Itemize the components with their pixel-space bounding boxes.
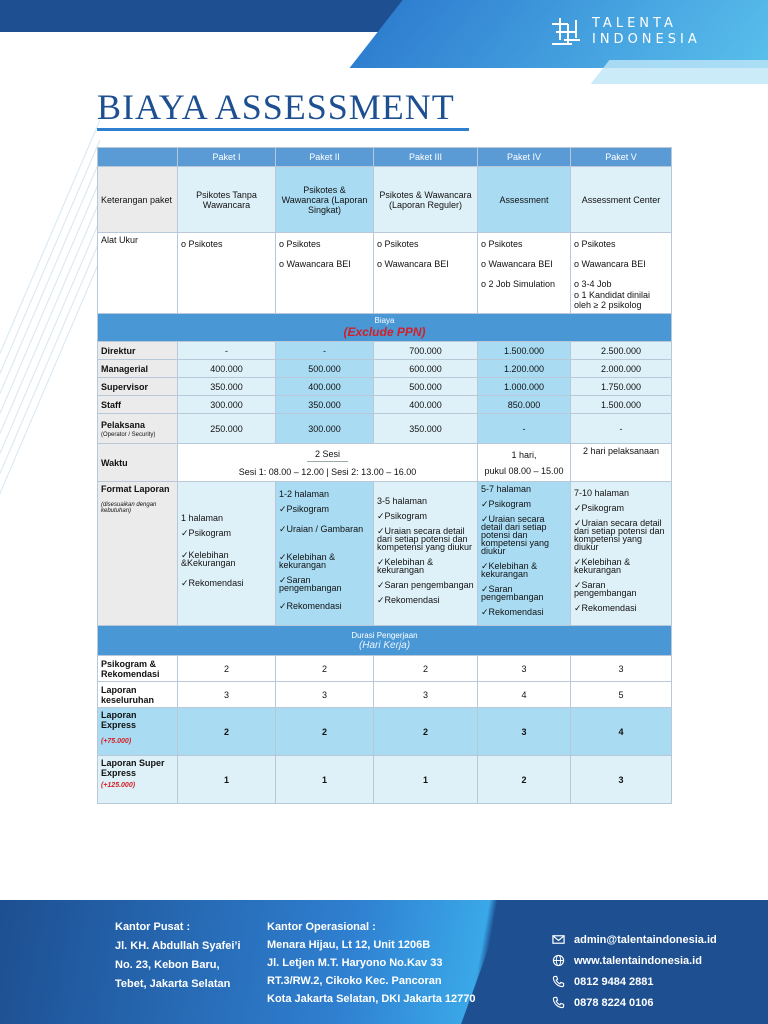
format-item: ✓Kelebihan & kekurangan <box>377 556 434 575</box>
biaya-row-staff <box>98 396 672 414</box>
alat-item: o Wawancara BEI <box>377 259 449 269</box>
format-item: ✓Kelebihan & kekurangan <box>481 560 538 579</box>
format-item: ✓Rekomendasi <box>377 594 440 605</box>
assessment-fee-table <box>97 147 672 804</box>
biaya-cell: 600.000 <box>374 360 478 378</box>
format-item: ✓Kelebihan & kekurangan <box>279 552 336 570</box>
biaya-label: Direktur <box>98 342 178 360</box>
biaya-section-row <box>98 314 672 342</box>
contact-web[interactable] <box>552 950 717 971</box>
format-item: ✓Uraian secara detail dari setiap potensi dan kompetensi yang diukur <box>377 525 473 552</box>
talenta-logo-icon <box>548 14 584 50</box>
waktu-row <box>98 444 672 482</box>
globe-icon <box>552 954 565 967</box>
biaya-cell: 250.000 <box>178 414 276 444</box>
biaya-cell: 300.000 <box>276 414 374 444</box>
durasi-title: Durasi Pengerjaan <box>351 630 418 640</box>
biaya-cell: 1.500.000 <box>571 396 672 414</box>
biaya-cell: - <box>276 342 374 360</box>
biaya-note: (Operator / Security) <box>101 431 156 438</box>
format-label-cell <box>98 482 178 626</box>
waktu-p1-p3 <box>178 444 478 482</box>
format-item: ✓Saran pengembangan <box>481 583 544 602</box>
alat-ukur-p4 <box>478 233 571 314</box>
alat-item: o Wawancara BEI <box>279 259 351 269</box>
durasi-cell: 3 <box>276 682 374 708</box>
biaya-cell: 400.000 <box>374 396 478 414</box>
format-item: ✓Rekomendasi <box>279 601 342 611</box>
biaya-cell: 350.000 <box>276 396 374 414</box>
email-icon <box>552 933 565 946</box>
kantor-operasional <box>267 918 476 1008</box>
phone-icon <box>552 996 565 1009</box>
biaya-label-pelaksana <box>98 414 178 444</box>
durasi-label-super-express <box>98 756 178 804</box>
format-p4 <box>478 482 571 626</box>
biaya-title: Biaya <box>374 316 395 325</box>
biaya-cell: - <box>178 342 276 360</box>
waktu-p4-top: 1 hari, <box>511 449 537 460</box>
kantor-operasional-line: Menara Hijau, Lt 12, Unit 1206B <box>267 939 431 951</box>
contact-email[interactable] <box>552 929 717 950</box>
durasi-label: Laporan keseluruhan <box>98 682 178 708</box>
package-header-empty <box>98 148 178 167</box>
format-item: ✓Psikogram <box>377 510 428 521</box>
durasi-cell: 3 <box>571 656 672 682</box>
biaya-cell: 400.000 <box>178 360 276 378</box>
durasi-label: Psikogram & Rekomendasi <box>98 656 178 682</box>
format-item: ✓Saran pengembangan <box>574 579 637 598</box>
format-item: ✓Psikogram <box>481 498 532 509</box>
durasi-cell: 3 <box>478 708 571 756</box>
durasi-row-keseluruhan <box>98 682 672 708</box>
email-text: admin@talentaindonesia.id <box>574 933 717 946</box>
format-item: 1-2 halaman <box>279 489 330 499</box>
format-item: ✓Kelebihan &Kekurangan <box>181 549 236 568</box>
kantor-operasional-line: RT.3/RW.2, Cikoko Kec. Pancoran <box>267 975 442 987</box>
waktu-sesi-count: 2 Sesi <box>307 449 348 462</box>
durasi-cell: 5 <box>571 682 672 708</box>
package-header-5: Paket V <box>571 148 672 167</box>
durasi-label: Laporan Express <box>101 710 137 730</box>
format-label: Format Laporan <box>101 484 170 494</box>
alat-item: o Psikotes <box>279 239 321 249</box>
biaya-cell: 350.000 <box>374 414 478 444</box>
alat-item: o Psikotes <box>574 239 616 249</box>
durasi-cell: 2 <box>276 708 374 756</box>
biaya-cell: 850.000 <box>478 396 571 414</box>
biaya-label: Pelaksana <box>101 419 146 430</box>
keterangan-row <box>98 167 672 233</box>
package-header-3: Paket III <box>374 148 478 167</box>
format-item: 1 halaman <box>181 512 224 523</box>
biaya-cell: 2.000.000 <box>571 360 672 378</box>
phone-1-text: 0812 9484 2881 <box>574 975 654 988</box>
kantor-pusat-line: Tebet, Jakarta Selatan <box>115 978 231 990</box>
waktu-p4 <box>478 444 571 482</box>
durasi-cell: 2 <box>178 656 276 682</box>
format-item: ✓Rekomendasi <box>574 602 637 613</box>
format-item: ✓Psikogram <box>279 504 330 514</box>
brand-logo <box>548 12 758 52</box>
format-p3 <box>374 482 478 626</box>
page-title: BIAYA ASSESSMENT <box>97 87 455 127</box>
format-note: (disesuaikan dengan kebutuhan) <box>101 502 157 514</box>
package-header-1: Paket I <box>178 148 276 167</box>
durasi-row-super-express <box>98 756 672 804</box>
keterangan-p5: Assessment Center <box>571 167 672 233</box>
package-header-row <box>98 148 672 167</box>
format-item: ✓Uraian / Gambaran <box>279 524 364 534</box>
title-underline <box>97 128 469 131</box>
durasi-cell: 3 <box>374 682 478 708</box>
durasi-cell: 3 <box>571 756 672 804</box>
alat-ukur-p2 <box>276 233 374 314</box>
durasi-row-express <box>98 708 672 756</box>
keterangan-p2: Psikotes & Wawancara (Laporan Singkat) <box>276 167 374 233</box>
waktu-sesi-detail: Sesi 1: 08.00 – 12.00 | Sesi 2: 13.00 – 16.00 <box>238 466 417 477</box>
durasi-cell: 3 <box>478 656 571 682</box>
kantor-pusat <box>115 918 241 994</box>
durasi-label-express <box>98 708 178 756</box>
biaya-row-managerial <box>98 360 672 378</box>
contact-list <box>552 929 717 1013</box>
keterangan-p1: Psikotes Tanpa Wawancara <box>178 167 276 233</box>
durasi-cell: 2 <box>276 656 374 682</box>
kantor-pusat-title: Kantor Pusat : <box>115 921 191 933</box>
durasi-section-header <box>98 626 672 656</box>
biaya-cell: 500.000 <box>374 378 478 396</box>
biaya-row-supervisor <box>98 378 672 396</box>
biaya-cell: 700.000 <box>374 342 478 360</box>
package-header-4: Paket IV <box>478 148 571 167</box>
biaya-cell: 1.500.000 <box>478 342 571 360</box>
durasi-cell: 2 <box>374 708 478 756</box>
format-p1 <box>178 482 276 626</box>
keterangan-p4: Assessment <box>478 167 571 233</box>
format-item: ✓Psikogram <box>574 502 625 513</box>
biaya-cell: 400.000 <box>276 378 374 396</box>
durasi-cell: 2 <box>478 756 571 804</box>
format-item: ✓Uraian secara detail dari setiap potensi dan kompetensi yang diukur <box>574 517 665 552</box>
durasi-subtitle: (Hari Kerja) <box>358 639 411 651</box>
biaya-cell: 1.000.000 <box>478 378 571 396</box>
biaya-subtitle: (Exclude PPN) <box>343 325 426 339</box>
contact-phone-2[interactable] <box>552 992 717 1013</box>
format-item: ✓Rekomendasi <box>481 606 544 617</box>
durasi-cell: 1 <box>374 756 478 804</box>
durasi-cell: 4 <box>478 682 571 708</box>
durasi-cell: 2 <box>374 656 478 682</box>
alat-item: o Psikotes <box>377 239 419 249</box>
format-item: ✓Saran pengembangan <box>279 575 342 593</box>
durasi-cell: 1 <box>276 756 374 804</box>
format-item: ✓Rekomendasi <box>181 577 244 588</box>
biaya-cell: 500.000 <box>276 360 374 378</box>
biaya-cell: 350.000 <box>178 378 276 396</box>
kantor-pusat-line: No. 23, Kebon Baru, <box>115 959 220 971</box>
durasi-cell: 2 <box>178 708 276 756</box>
alat-ukur-row <box>98 233 672 314</box>
alat-ukur-label: Alat Ukur <box>98 233 178 314</box>
alat-ukur-p3 <box>374 233 478 314</box>
biaya-label: Staff <box>98 396 178 414</box>
biaya-cell: 1.750.000 <box>571 378 672 396</box>
biaya-section-header <box>98 314 672 342</box>
alat-item: o 3-4 Job <box>574 279 612 289</box>
durasi-extra: (+75.000) <box>101 738 132 745</box>
biaya-cell: 2.500.000 <box>571 342 672 360</box>
biaya-row-pelaksana <box>98 414 672 444</box>
waktu-p5: 2 hari pelaksanaan <box>571 444 672 482</box>
alat-ukur-p1 <box>178 233 276 314</box>
durasi-cell: 1 <box>178 756 276 804</box>
kantor-pusat-line: Jl. KH. Abdullah Syafei’i <box>115 940 241 952</box>
phone-2-text: 0878 8224 0106 <box>574 996 654 1009</box>
format-p2 <box>276 482 374 626</box>
format-item: ✓Kelebihan & kekurangan <box>574 556 631 575</box>
format-laporan-row <box>98 482 672 626</box>
format-item: 3-5 halaman <box>377 495 428 506</box>
brand-line1: TALENTA <box>592 16 677 31</box>
kantor-operasional-title: Kantor Operasional : <box>267 921 376 933</box>
phone-icon <box>552 975 565 988</box>
package-header-2: Paket II <box>276 148 374 167</box>
alat-ukur-p5 <box>571 233 672 314</box>
biaya-cell: 300.000 <box>178 396 276 414</box>
alat-item: o Wawancara BEI <box>574 259 646 269</box>
keterangan-p3: Psikotes & Wawancara (Laporan Reguler) <box>374 167 478 233</box>
brand-line2: INDONESIA <box>592 32 701 47</box>
alat-item: o Psikotes <box>181 239 223 249</box>
biaya-label: Managerial <box>98 360 178 378</box>
format-item: 5-7 halaman <box>481 483 532 494</box>
format-item: ✓Uraian secara detail dari setiap potensi dan kompetensi yang diukur <box>481 513 550 556</box>
format-item: ✓Saran pengembangan <box>377 579 474 590</box>
alat-item: o Wawancara BEI <box>481 259 553 269</box>
kantor-operasional-line: Jl. Letjen M.T. Haryono No.Kav 33 <box>267 957 443 969</box>
durasi-label: Laporan Super Express <box>101 758 165 778</box>
web-text: www.talentaindonesia.id <box>574 954 702 967</box>
durasi-extra: (+125.000) <box>101 782 136 789</box>
durasi-cell: 4 <box>571 708 672 756</box>
biaya-cell: - <box>478 414 571 444</box>
decorative-lines <box>0 120 100 540</box>
waktu-p4-bottom: pukul 08.00 – 15.00 <box>484 465 564 476</box>
format-item: ✓Psikogram <box>181 527 232 538</box>
alat-item: o 2 Job Simulation <box>481 279 556 289</box>
biaya-label: Supervisor <box>98 378 178 396</box>
durasi-row-psikogram <box>98 656 672 682</box>
biaya-row-direktur <box>98 342 672 360</box>
biaya-cell: 1.200.000 <box>478 360 571 378</box>
keterangan-label: Keterangan paket <box>98 167 178 233</box>
format-p5 <box>571 482 672 626</box>
biaya-cell: - <box>571 414 672 444</box>
kantor-operasional-line: Kota Jakarta Selatan, DKI Jakarta 12770 <box>267 993 476 1005</box>
durasi-cell: 3 <box>178 682 276 708</box>
format-item: 7-10 halaman <box>574 487 630 498</box>
alat-item: o 1 Kandidat dinilai oleh ≥ 2 psikolog <box>574 290 651 310</box>
durasi-section-row <box>98 626 672 656</box>
alat-item: o Psikotes <box>481 239 523 249</box>
contact-phone-1[interactable] <box>552 971 717 992</box>
waktu-label: Waktu <box>98 444 178 482</box>
